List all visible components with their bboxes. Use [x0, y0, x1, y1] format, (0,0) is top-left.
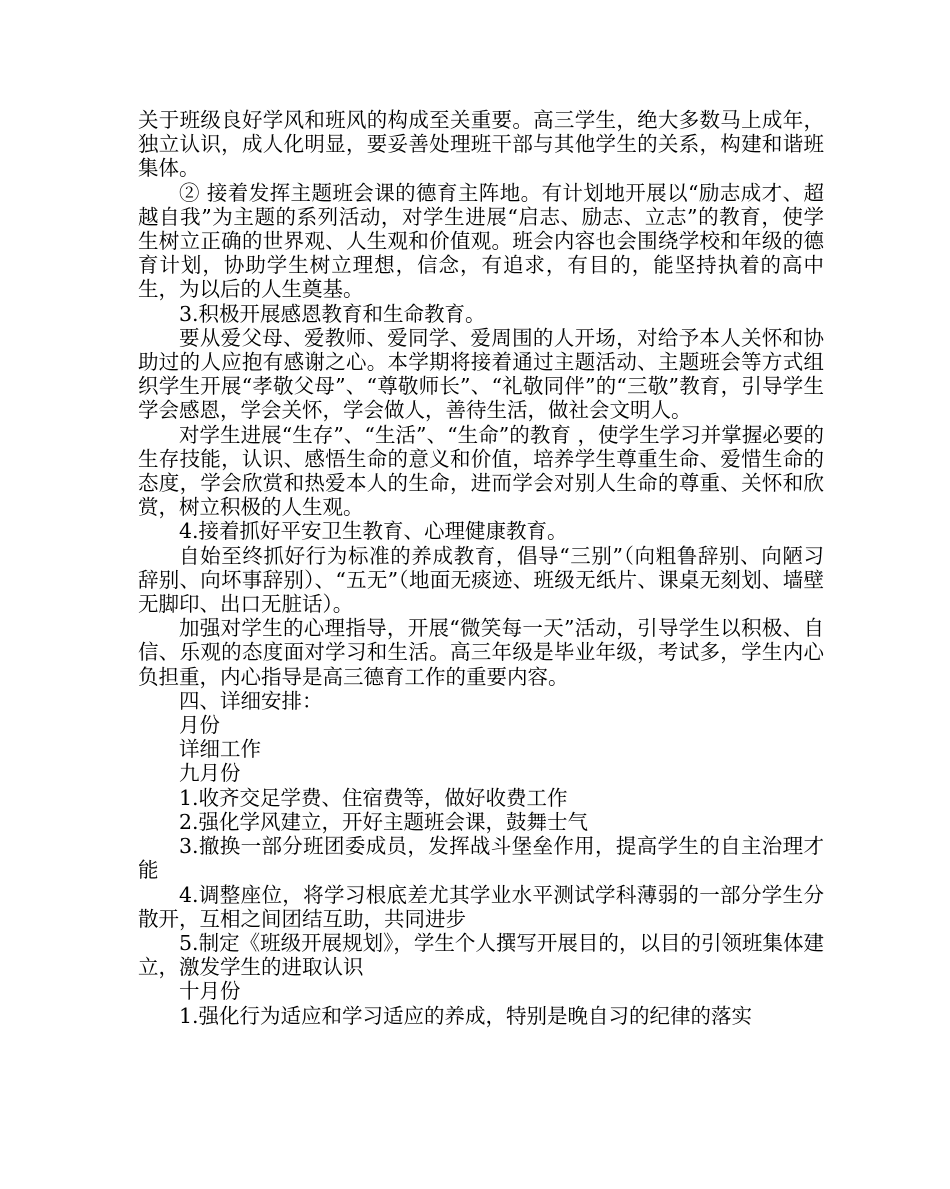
list-item: 1.收齐交足学费、住宿费等，做好收费工作	[179, 785, 568, 810]
list-item: 5.制定《班级开展规划》，学生个人撰写开展目的，以目的引领班集体建立，激发学生的进取认识	[138, 930, 824, 980]
list-item: 4.调整座位，将学习根底差尤其学业水平测试学科薄弱的一部分学生分散开，互相之间团结互助，共同进步	[138, 882, 824, 931]
section-heading: 4.接着抓好平安卫生教育、心理健康教育。	[179, 519, 568, 544]
schedule-label: 详细工作	[179, 737, 261, 762]
list-item: 1.强化行为适应和学习适应的养成，特别是晚自习的纪律的落实	[179, 1003, 753, 1028]
section-heading: 四、详细安排：	[179, 688, 323, 713]
paragraph: 自始至终抓好行为标准的养成教育，倡导“三别”（向粗鲁辞别、向陋习辞别、向坏事辞别）、“五无”（地面无痰迹、班级无纸片、课桌无刻划、墙壁无脚印、出口无脏话）。	[138, 543, 824, 617]
paragraph: 关于班级良好学风和班风的构成至关重要。高三学生，绝大多数马上成年，独立认识，成人化明显，要妥善处理班干部与其他学生的关系，构建和谐班集体。	[138, 108, 824, 181]
month-heading: 九月份	[179, 761, 241, 786]
paragraph: 要从爱父母、爱教师、爱同学、爱周围的人开场，对给予本人关怀和协助过的人应抱有感谢之心。本学期将接着通过主题活动、主题班会等方式组织学生开展“孝敬父母”、“尊敬师长”、“礼敬同伴”的“三敬”教育，引导学生学会感恩，学会关怀，学会做人，善待生活，做社会文明人。	[138, 325, 824, 423]
schedule-label: 月份	[179, 713, 220, 738]
paragraph: ② 接着发挥主题班会课的德育主阵地。有计划地开展以“励志成才、超越自我”为主题的系列活动，对学生进展“启志、励志、立志”的教育，使学生树立正确的世界观、人生观和价值观。班会内容也会围绕学校和年级的德育计划，协助学生树立理想，信念，有追求，有目的，能坚持执着的高中生，为以后的人生奠基。	[138, 180, 824, 302]
paragraph: 对学生进展“生存”、“生活”、“生命”的教育 ，使学生学习并掌握必要的生存技能，认识、感悟生命的意义和价值，培养学生尊重生命、爱惜生命的态度，学会欣赏和热爱本人的生命，进而学会对别人生命的尊重、关怀和欣赏，树立积极的人生观。	[138, 422, 824, 520]
section-heading: 3.积极开展感恩教育和生命教育。	[179, 301, 486, 326]
list-item: 3.撤换一部分班团委成员，发挥战斗堡垒作用，提高学生的自主治理才能	[138, 834, 824, 883]
list-item: 2.强化学风建立，开好主题班会课，鼓舞士气	[179, 809, 589, 834]
paragraph: 加强对学生的心理指导，开展“微笑每一天”活动，引导学生以积极、自信、乐观的态度面对学习和生活。高三年级是毕业年级，考试多，学生内心负担重，内心指导是高三德育工作的重要内容。	[138, 616, 824, 689]
document-body	[138, 108, 824, 1028]
month-heading: 十月份	[179, 979, 241, 1004]
